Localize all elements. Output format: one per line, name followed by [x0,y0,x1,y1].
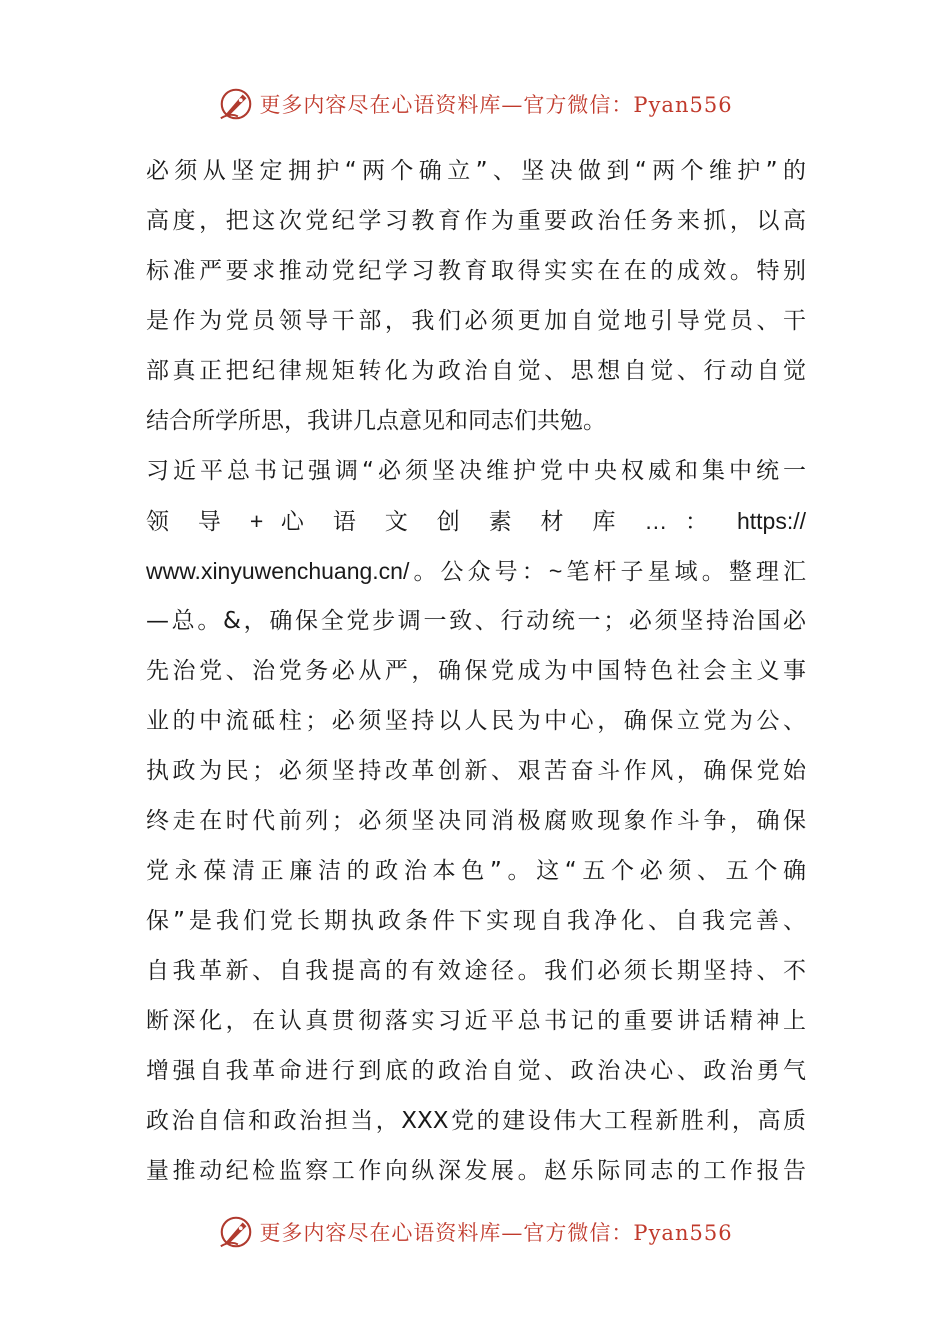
pen-nib-circle-icon [217,1213,255,1251]
text-line: 结合所学所思，我讲几点意见和同志们共勉。 [146,408,606,434]
text-line: 断深化，在认真贯彻落实习近平总书记的重要讲话精神上 [146,1008,806,1034]
text-line: 领 导 + 心 语 文 创 素 材 库 … ： https:// [146,508,806,534]
text-line: 习近平总书记强调“必须坚决维护党中央权威和集中统一 [146,458,806,484]
text-line: 执政为民；必须坚持改革创新、艰苦奋斗作风，确保党始 [146,758,806,784]
text-line: 保”是我们党长期执政条件下实现自我净化、自我完善、 [146,908,806,934]
text-line: 部真正把纪律规矩转化为政治自觉、思想自觉、行动自觉 [146,358,806,384]
footer-watermark [0,1210,950,1254]
text-line: 政治自信和政治担当，XXX党的建设伟大工程新胜利，高质 [146,1108,806,1134]
text-line: 党永葆清正廉洁的政治本色”。这“五个必须、五个确 [146,858,806,884]
text-line: 量推动纪检监察工作向纵深发展。赵乐际同志的工作报告 [146,1158,806,1184]
text-line: www.xinyuwenchuang.cn/。公众号：~笔杆子星域。整理汇 [146,558,806,584]
watermark-text: 更多内容尽在心语资料库—官方微信：Pyan556 [259,93,733,117]
watermark-text: 更多内容尽在心语资料库—官方微信：Pyan556 [259,1221,733,1245]
text-line: 业的中流砥柱；必须坚持以人民为中心，确保立党为公、 [146,708,806,734]
text-line: 是作为党员领导干部，我们必须更加自觉地引导党员、干 [146,308,806,334]
text-line: 先治党、治党务必从严，确保党成为中国特色社会主义事 [146,658,806,684]
header-watermark [0,82,950,126]
pen-nib-circle-icon [217,85,255,123]
document-body [146,146,806,1196]
text-line: 增强自我革命进行到底的政治自觉、政治决心、政治勇气 [146,1058,806,1084]
text-line: 终走在时代前列；必须坚决同消极腐败现象作斗争，确保 [146,808,806,834]
text-line: 标准严要求推动党纪学习教育取得实实在在的成效。特别 [146,258,806,284]
text-line: 自我革新、自我提高的有效途径。我们必须长期坚持、不 [146,958,806,984]
text-line: 高度，把这次党纪学习教育作为重要政治任务来抓，以高 [146,208,806,234]
text-line: 必须从坚定拥护“两个确立”、坚决做到“两个维护”的 [146,158,806,184]
text-line: —总。&，确保全党步调一致、行动统一；必须坚持治国必 [146,608,806,634]
